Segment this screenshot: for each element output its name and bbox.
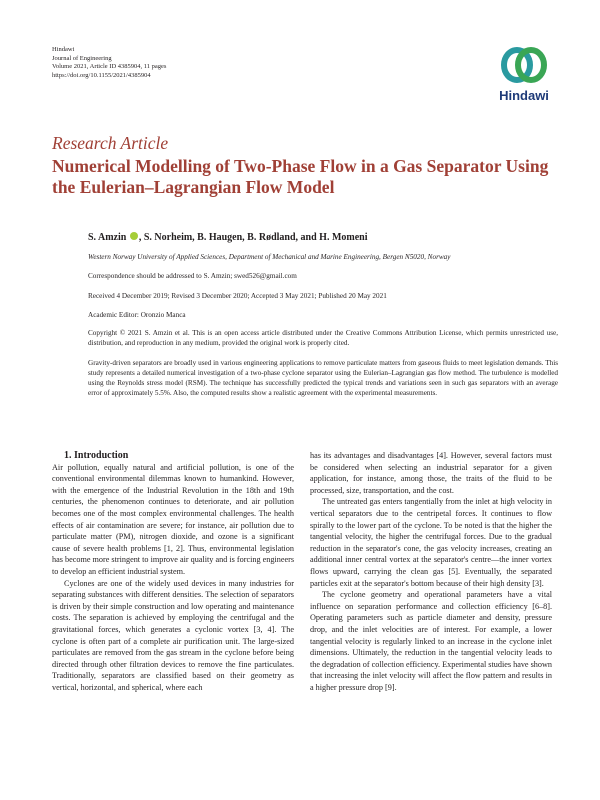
- doi-link[interactable]: https://doi.org/10.1155/2021/4385904: [52, 71, 151, 79]
- article-title: Numerical Modelling of Two-Phase Flow in a Gas Separator Using the Eulerian–Lagrangian Flow Model: [52, 156, 549, 197]
- paragraph: Air pollution, equally natural and artificial pollution, is one of the conventional environmental dilemmas known to humankind. However, with the emergence of the Industrial Revolution in the 18th and 19th centuries, the phenomenon continues to deteriorate, and air pollution becomes one of the most complex environmental challenges. The health effects of air contamination are severe; for instance, air pollution due to particulate matter (PM), nitrogen dioxide, and ozone is a significant cause of severe health problems [1, 2]. Thus, environmental legislation has become more stringent to improve air quality and is forcing engineers to develop an efficient industrial system.: [52, 462, 294, 576]
- copyright-notice: Copyright © 2021 S. Amzin et al. This is an open access article distributed under the Creative Commons Attribution License, which permits unrestricted use, distribution, and reproduction in any medium, provided the original work is properly cited.: [88, 329, 558, 347]
- author-list: [88, 232, 368, 243]
- logo-text: Hindawi: [499, 88, 549, 103]
- right-column: [310, 450, 552, 693]
- other-authors: , S. Norheim, B. Haugen, B. Rødland, and H. Momeni: [138, 232, 368, 243]
- first-author[interactable]: S. Amzin: [88, 232, 127, 243]
- journal-meta: [52, 46, 166, 80]
- section-heading: 1. Introduction: [64, 450, 129, 461]
- journal-name: Journal of Engineering: [52, 54, 112, 62]
- left-column: [52, 450, 294, 693]
- hindawi-logo-icon: [492, 44, 556, 88]
- abstract: Gravity-driven separators are broadly used in various engineering applications to remove particulate matters from gaseous fluids to meet legislation demands. This study represents a detailed numerical investigation of a two-phase cyclone separator using the Eulerian–Lagrangian gas flow method. The turbulence is modelled using the Reynolds stress model (RSM). The technique has successfully predicted the typical trends and variations seen in such gas separators with an average error of approximately 5.5%. Also, the computed results show a realistic agreement with the experimental measurements.: [88, 359, 558, 397]
- academic-editor: Academic Editor: Oronzio Manca: [88, 311, 186, 319]
- paragraph: Cyclones are one of the widely used devices in many industries for separating substances with different densities. The selection of separators is driven by their simple construction and low operating and maintenance costs. The separation is achieved by employing the centrifugal and the gravitational forces, which generates a cyclonic vortex [3, 4]. The cyclone is often part of a complete air purification unit. The large-sized particulates are removed from the gas stream in the cyclone before being directed through other filtration devices to remove the fine particulates. Traditionally, separators are classified based on their geometry as vertical, horizontal, and spherical, where each: [52, 578, 294, 692]
- correspondence: Correspondence should be addressed to S. Amzin; swed526@gmail.com: [88, 272, 297, 280]
- paragraph: The untreated gas enters tangentially from the inlet at high velocity in vertical separators due to the centripetal forces. It continues to flow spirally to the lower part of the cyclone. To be noted is that the higher the tangential velocity, the higher the centrifugal forces. Due to the gradual reduction in the separator's cone, the gas velocity increases, creating an additional inner central vortex at the separator's centre—the inner vortex flows upward, carrying the clean gas [5]. Eventually, the separated particles exit at the separator's bottom because of their high density [3].: [310, 497, 552, 588]
- paragraph: has its advantages and disadvantages [4]. However, several factors must be considered when selecting an industrial separator for a given application, for instance, among those, the traits of the fluid to be processed, size, transportation, and the cost.: [310, 451, 552, 495]
- affiliation: Western Norway University of Applied Sciences, Department of Mechanical and Marine Engineering, Bergen N5020, Norway: [88, 253, 451, 261]
- publication-dates: Received 4 December 2019; Revised 3 December 2020; Accepted 3 May 2021; Published 20 May 2021: [88, 292, 387, 300]
- paragraph: The cyclone geometry and operational parameters have a vital influence on separation performance and collection efficiency [6–8]. Operating parameters such as particle diameter and density, pressure drop, and the inlet velocities are of interest. For example, a lower tangential velocity is regularly linked to an increase in the cyclone inlet dimensions. Ultimately, the reduction in the tangential velocity leads to the degradation of collection efficiency. Experimental studies have shown that increasing the inlet velocity will affect the flow pattern and results in a higher pressure drop [9].: [310, 590, 552, 692]
- orcid-icon[interactable]: [130, 232, 138, 240]
- volume-line: Volume 2021, Article ID 4385904, 11 pages: [52, 63, 167, 71]
- article-type: Research Article: [52, 133, 169, 153]
- hindawi-logo: [492, 44, 556, 106]
- publisher-name: Hindawi: [52, 46, 75, 53]
